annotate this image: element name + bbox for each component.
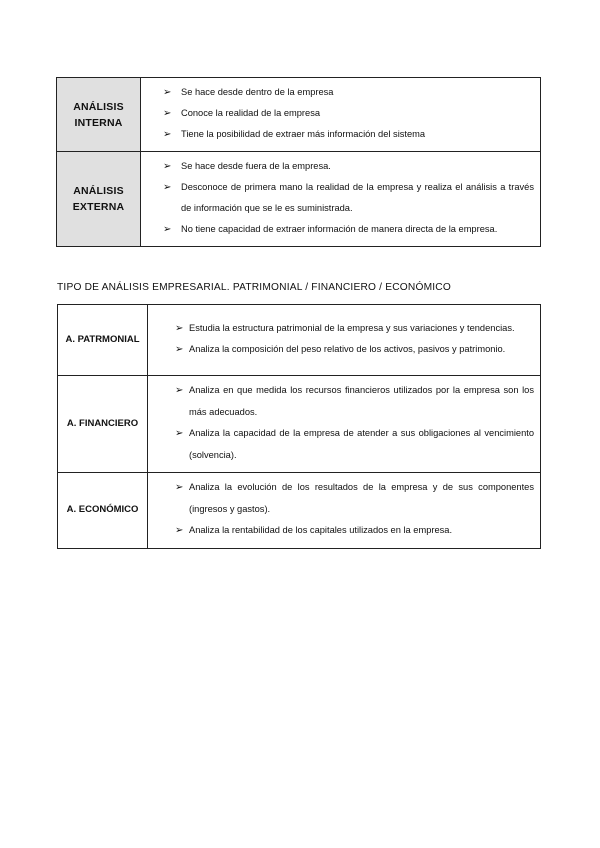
- row-heading: A. FINANCIERO: [58, 376, 148, 473]
- list-item-text: Se hace desde dentro de la empresa: [181, 87, 334, 97]
- list-item-text: Analiza la rentabilidad de los capitales utilizados en la empresa.: [189, 525, 453, 535]
- heading-line: ANÁLISIS: [73, 100, 124, 113]
- table-row: [57, 78, 541, 152]
- arrow-bullet-icon: ➢: [175, 482, 184, 493]
- list-item-text: Conoce la realidad de la empresa: [181, 108, 321, 118]
- list-item: [175, 318, 534, 340]
- list-item-text: Estudia la estructura patrimonial de la empresa y sus variaciones y tendencias.: [189, 322, 515, 333]
- bullet-list: [163, 82, 534, 145]
- arrow-bullet-icon: ➢: [175, 428, 184, 439]
- list-item-text: Analiza la capacidad de la empresa de atender a sus obligaciones al vencimiento (solvencia).: [189, 428, 534, 460]
- table-row: [58, 305, 541, 376]
- analysis-type-table: [56, 77, 541, 247]
- list-item-text: Se hace desde fuera de la empresa.: [181, 161, 331, 171]
- row-heading: A. ECONÓMICO: [58, 473, 148, 549]
- list-item-text: Tiene la posibilidad de extraer más información del sistema: [181, 129, 426, 139]
- list-item: [163, 103, 534, 124]
- list-item: [175, 339, 534, 361]
- list-item: [175, 423, 534, 466]
- row-content: [148, 473, 541, 549]
- row-heading: A. PATRMONIAL: [58, 305, 148, 376]
- list-item-text: Analiza la evolución de los resultados de la empresa y de sus componentes (ingresos y gastos).: [189, 482, 534, 514]
- table-row: [58, 376, 541, 473]
- row-heading: [57, 152, 141, 247]
- arrow-bullet-icon: ➢: [163, 161, 172, 172]
- arrow-bullet-icon: ➢: [175, 322, 184, 334]
- heading-line: EXTERNA: [72, 201, 125, 213]
- bullet-list: [163, 156, 534, 240]
- bullet-list: [175, 318, 534, 361]
- table-row: [58, 473, 541, 549]
- list-item: [163, 82, 534, 103]
- row-content: [141, 78, 541, 152]
- arrow-bullet-icon: ➢: [175, 525, 184, 536]
- list-item-text: No tiene capacidad de extraer información de manera directa de la empresa.: [181, 224, 498, 234]
- list-item-text: Desconoce de primera mano la realidad de la empresa y realiza el análisis a través de información que se le es suministrada.: [181, 182, 534, 213]
- row-heading: [57, 78, 141, 152]
- list-item: [175, 520, 534, 542]
- bullet-list: [175, 477, 534, 542]
- arrow-bullet-icon: ➢: [163, 129, 172, 140]
- row-content: [141, 152, 541, 247]
- list-item: [163, 177, 534, 219]
- arrow-bullet-icon: ➢: [163, 182, 172, 193]
- list-item: [175, 477, 534, 520]
- section-title: TIPO DE ANÁLISIS EMPRESARIAL. PATRIMONIAL / FINANCIERO / ECONÓMICO: [57, 282, 451, 293]
- arrow-bullet-icon: ➢: [163, 87, 172, 98]
- business-analysis-table: [57, 304, 541, 549]
- heading-line: ANÁLISIS: [73, 185, 124, 197]
- list-item-text: Analiza en que medida los recursos financieros utilizados por la empresa son los más adecuados.: [189, 385, 534, 417]
- list-item: [163, 156, 534, 177]
- bullet-list: [175, 380, 534, 466]
- arrow-bullet-icon: ➢: [175, 344, 184, 355]
- list-item: [163, 219, 534, 240]
- table-row: [57, 152, 541, 247]
- list-item: [175, 380, 534, 423]
- arrow-bullet-icon: ➢: [175, 385, 184, 396]
- row-content: [148, 305, 541, 376]
- list-item: [163, 124, 534, 145]
- row-content: [148, 376, 541, 473]
- list-item-text: Analiza la composición del peso relativo de los activos, pasivos y patrimonio.: [189, 344, 506, 354]
- arrow-bullet-icon: ➢: [163, 108, 172, 119]
- heading-line: INTERNA: [74, 116, 123, 129]
- arrow-bullet-icon: ➢: [163, 224, 172, 235]
